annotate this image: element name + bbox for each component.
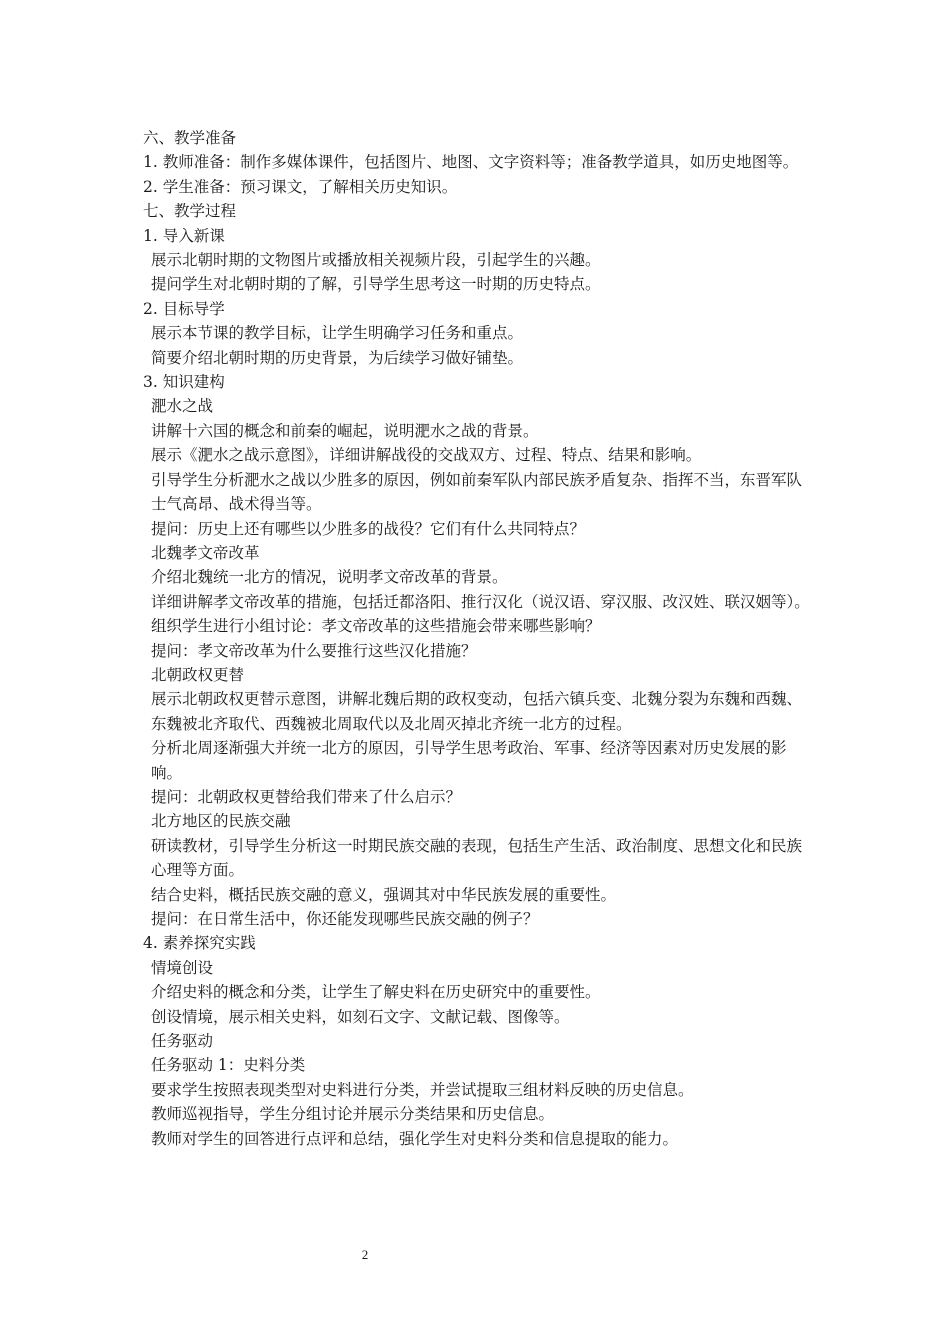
body-paragraph: 情境创设: [151, 958, 214, 977]
body-paragraph: 要求学生按照表现类型对史料进行分类，并尝试提取三组材料反映的历史信息。: [151, 1080, 694, 1099]
body-paragraph: 详细讲解孝文帝改革的措施，包括迁都洛阳、推行汉化（说汉语、穿汉服、改汉姓、联汉姻等）。: [151, 592, 810, 611]
section-heading: 4. 素养探究实践: [143, 934, 256, 953]
body-paragraph: 引导学生分析淝水之战以少胜多的原因，例如前秦军队内部民族矛盾复杂、指挥不当，东晋军队士气高昂、战术得当等。: [151, 470, 803, 514]
body-paragraph: 北魏孝文帝改革: [151, 543, 260, 562]
section-heading: 3. 知识建构: [143, 373, 225, 392]
body-paragraph: 展示北朝时期的文物图片或播放相关视频片段，引起学生的兴趣。: [151, 251, 601, 270]
body-paragraph: 创设情境，展示相关史料，如刻石文字、文献记载、图像等。: [151, 1007, 570, 1026]
body-paragraph: 淝水之战: [151, 397, 214, 416]
section-heading: 1. 教师准备：制作多媒体课件，包括图片、地图、文字资料等；准备教学道具，如历史地图等。: [143, 153, 799, 172]
body-paragraph: 分析北周逐渐强大并统一北方的原因，引导学生思考政治、军事、经济等因素对历史发展的影响。: [151, 739, 787, 782]
page-number: 2: [361, 1247, 369, 1262]
section-heading: 2. 学生准备：预习课文，了解相关历史知识。: [143, 177, 458, 196]
body-paragraph: 提问学生对北朝时期的了解，引导学生思考这一时期的历史特点。: [151, 275, 601, 294]
body-paragraph: 北方地区的民族交融: [151, 812, 291, 831]
body-paragraph: 教师巡视指导，学生分组讨论并展示分类结果和历史信息。: [151, 1105, 555, 1124]
body-paragraph: 结合史料，概括民族交融的意义，强调其对中华民族发展的重要性。: [151, 885, 617, 904]
body-paragraph: 提问：北朝政权更替给我们带来了什么启示？: [151, 787, 462, 806]
body-paragraph: 提问：历史上还有哪些以少胜多的战役？它们有什么共同特点？: [151, 519, 586, 538]
body-paragraph: 任务驱动 1：史料分类: [151, 1056, 306, 1075]
body-paragraph: 介绍北魏统一北方的情况，说明孝文帝改革的背景。: [151, 568, 508, 587]
body-paragraph: 研读教材，引导学生分析这一时期民族交融的表现，包括生产生活、政治制度、思想文化和民族心理等方面。: [151, 836, 803, 880]
body-paragraph: 展示《淝水之战示意图》，详细讲解战役的交战双方、过程、特点、结果和影响。: [151, 446, 702, 465]
body-paragraph: 提问：孝文帝改革为什么要推行这些汉化措施？: [151, 641, 477, 660]
section-heading: 七、教学过程: [143, 202, 237, 221]
body-paragraph: 介绍史料的概念和分类，让学生了解史料在历史研究中的重要性。: [151, 983, 601, 1002]
body-paragraph: 简要介绍北朝时期的历史背景，为后续学习做好铺垫。: [151, 348, 524, 367]
document-body: [143, 126, 813, 1151]
body-paragraph: 展示本节课的教学目标，让学生明确学习任务和重点。: [151, 324, 524, 343]
body-paragraph: 组织学生进行小组讨论：孝文帝改革的这些措施会带来哪些影响？: [151, 617, 601, 636]
body-paragraph: 展示北朝政权更替示意图，讲解北魏后期的政权变动，包括六镇兵变、北魏分裂为东魏和西魏、东魏被北齐取代、西魏被北周取代以及北周灭掉北齐统一北方的过程。: [151, 690, 803, 733]
section-heading: 2. 目标导学: [143, 299, 225, 318]
section-heading: 六、教学准备: [143, 129, 237, 147]
body-paragraph: 任务驱动: [151, 1032, 214, 1051]
body-paragraph: 提问：在日常生活中，你还能发现哪些民族交融的例子？: [151, 910, 539, 928]
body-paragraph: 北朝政权更替: [151, 665, 245, 684]
body-paragraph: 讲解十六国的概念和前秦的崛起，说明淝水之战的背景。: [151, 421, 539, 440]
section-heading: 1. 导入新课: [143, 226, 225, 245]
body-paragraph: 教师对学生的回答进行点评和总结，强化学生对史料分类和信息提取的能力。: [151, 1129, 679, 1148]
